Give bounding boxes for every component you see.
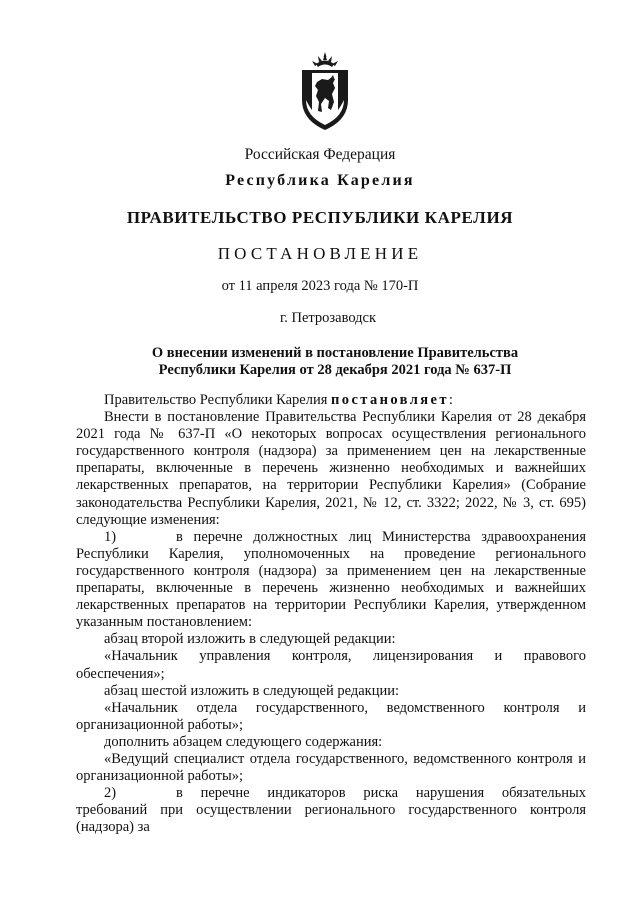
paragraph-amendment: Внести в постановление Правительства Республики Карелия от 28 декабря 2021 года № 637-П «О некоторых вопросах осуществления регионального государственного контроля (надзора) за применением цен на лекарственные препараты, включенные в перечень жизненно необходимых и важнейших лекарственных препаратов, на территории Республики Карелия» (Собрание законодательства Республики Карелия, 2021, № 12, ст. 3322; 2022, № 3, ст. 695) следующие изменения: — [76, 409, 586, 528]
paragraph-instruction: дополнить абзацем следующего содержания: — [104, 733, 383, 750]
list-item-text: в перечне индикаторов риска нарушения обязательных требований при осуществлении регионального государственного контроля (надзора) за — [76, 785, 586, 836]
intro-colon: : — [448, 392, 453, 408]
title-line: Республики Карелия от 28 декабря 2021 года № 637-П — [158, 362, 512, 378]
document-date-number: от 11 апреля 2023 года № 170-П — [221, 278, 419, 294]
document-city: г. Петрозаводск — [279, 310, 377, 326]
list-item-1 — [76, 529, 586, 632]
country-name: Российская Федерация — [244, 146, 396, 163]
intro-paragraph — [76, 392, 586, 409]
document-body — [76, 392, 586, 836]
document-type: ПОСТАНОВЛЕНИЕ — [217, 244, 423, 263]
paragraph-quote: «Начальник управления контроля, лицензирования и правового обеспечения»; — [76, 648, 586, 682]
intro-text: Правительство Республики Карелия — [104, 392, 332, 408]
list-item-text: в перечне должностных лиц Министерства здравоохранения Республики Карелия, уполномоченных на проведение регионального государственного контроля (надзора) за применением цен на лекарственные препараты, включенные в перечень жизненно необходимых и важнейших лекарственных препаратов на территории Республики Карелия, утвержденном указанным постановлением: — [76, 528, 586, 631]
republic-name: Республика Карелия — [225, 172, 415, 189]
paragraph-quote: «Ведущий специалист отдела государственного, ведомственного контроля и организационной работы»; — [76, 750, 586, 785]
paragraph-quote: «Начальник отдела государственного, ведомственного контроля и организационной работы»; — [76, 699, 586, 733]
government-name: ПРАВИТЕЛЬСТВО РЕСПУБЛИКИ КАРЕЛИЯ — [126, 208, 514, 227]
paragraph-instruction: абзац второй изложить в следующей редакции: — [104, 631, 396, 648]
paragraph-instruction: абзац шестой изложить в следующей редакции: — [104, 682, 399, 699]
title-line: О внесении изменений в постановление Правительства — [151, 345, 519, 361]
list-number: 1) — [104, 528, 117, 545]
karelia-coat-of-arms-icon — [298, 52, 352, 132]
list-number: 2) — [104, 785, 117, 802]
resolves-word: постановляет — [331, 392, 449, 408]
list-item-2 — [76, 785, 586, 836]
document-title — [80, 345, 590, 379]
